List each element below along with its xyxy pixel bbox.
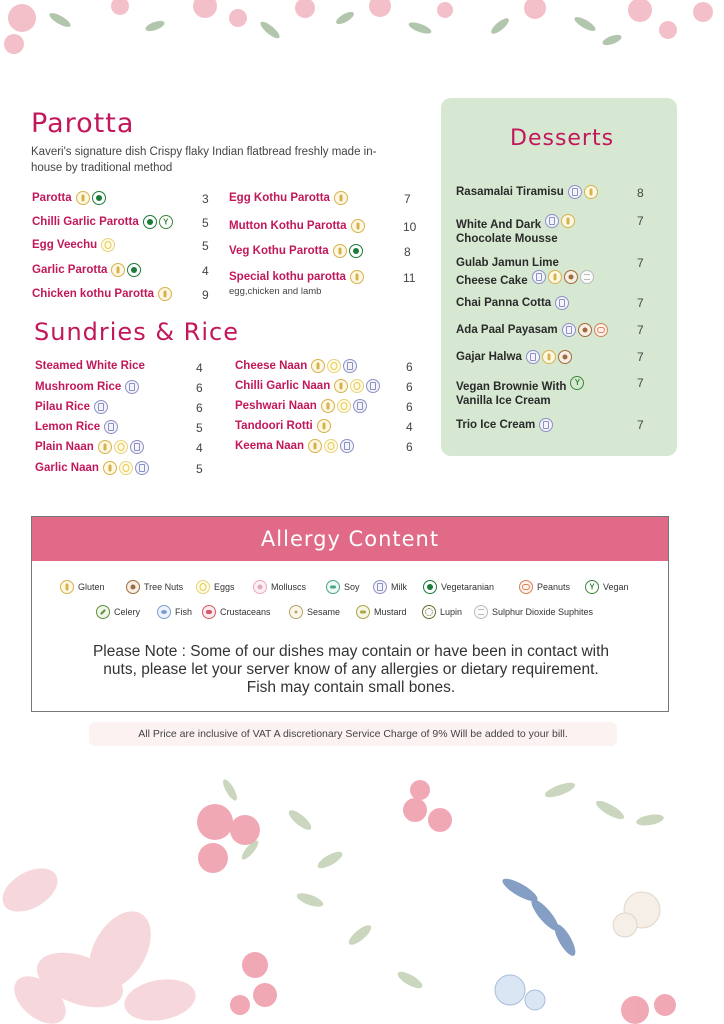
legend-item: [96, 605, 140, 619]
vegetarian-icon: [92, 191, 106, 205]
eggs-icon: [324, 439, 338, 453]
menu-item: [229, 270, 366, 284]
dessert-item-name-line2: Chocolate Mousse: [456, 233, 558, 245]
eggs-icon: [196, 580, 210, 594]
menu-item: [235, 379, 382, 393]
menu-item-price: 6: [406, 440, 413, 454]
gluten-icon: [98, 440, 112, 454]
eggs-icon: [337, 399, 351, 413]
dessert-item-name-line2: Cheese Cake: [456, 275, 528, 287]
vegetarian-icon: [143, 215, 157, 229]
menu-item: [35, 440, 146, 454]
sulphur-dioxide-icon: [580, 270, 594, 284]
gluten-icon: [334, 379, 348, 393]
gluten-icon: [561, 214, 575, 228]
vegetarian-icon: [423, 580, 437, 594]
allergy-note-line: Fish may contain small bones.: [246, 679, 456, 696]
legend-label: Milk: [391, 582, 407, 592]
legend-item: [196, 580, 235, 594]
milk-icon: [343, 359, 357, 373]
dessert-item-name: Trio Ice Cream: [456, 419, 536, 431]
dessert-item: [456, 185, 600, 199]
parotta-section-title: Parotta: [31, 108, 135, 139]
menu-item: [235, 359, 359, 373]
vat-notice: All Price are inclusive of VAT A discretionary Service Charge of 9% Will be added to your bill.: [89, 722, 617, 746]
milk-icon: [373, 580, 387, 594]
menu-item-name: Veg Kothu Parotta: [229, 245, 329, 257]
milk-icon: [125, 380, 139, 394]
gluten-icon: [76, 191, 90, 205]
gluten-icon: [542, 350, 556, 364]
mustard-icon: [356, 605, 370, 619]
peanuts-icon: [594, 323, 608, 337]
fish-icon: [157, 605, 171, 619]
allergy-note-line: nuts, please let your server know of any allergies or dietary requirement.: [103, 661, 599, 678]
legend-item: [126, 580, 183, 594]
menu-item: [32, 287, 174, 301]
gluten-icon: [584, 185, 598, 199]
legend-item: [157, 605, 192, 619]
menu-item-name: Chilli Garlic Parotta: [32, 216, 139, 228]
legend-label: Fish: [175, 607, 193, 617]
menu-item-price: 11: [403, 271, 416, 285]
menu-item-name: Lemon Rice: [35, 421, 101, 433]
menu-item-name: Egg Veechu: [32, 239, 98, 251]
menu-item-name: Pilau Rice: [35, 401, 90, 413]
menu-item-price: 8: [404, 245, 411, 259]
menu-item-name: Chicken kothu Parotta: [32, 288, 155, 300]
vegetarian-icon: [127, 263, 141, 277]
menu-item-name: Plain Naan: [35, 441, 94, 453]
dessert-item: [456, 418, 555, 432]
menu-item-name: Garlic Parotta: [32, 264, 108, 276]
menu-item-price: 5: [196, 462, 203, 476]
legend-item: [202, 605, 271, 619]
dessert-item-name-line2: Vanilla Ice Cream: [456, 395, 551, 407]
gluten-icon: [548, 270, 562, 284]
eggs-icon: [114, 440, 128, 454]
legend-item: [519, 580, 570, 594]
legend-label: Peanuts: [537, 582, 571, 592]
menu-item-name: Steamed White Rice: [35, 360, 145, 372]
dessert-item-price: 7: [637, 296, 644, 310]
legend-label: Crustaceans: [220, 607, 271, 617]
legend-label: Celery: [114, 607, 141, 617]
legend-item: [585, 580, 629, 594]
menu-item-price: 6: [196, 401, 203, 415]
dessert-item-price: 7: [637, 214, 644, 228]
celery-icon: [96, 605, 110, 619]
menu-item: [229, 219, 367, 233]
menu-item-price: 5: [196, 421, 203, 435]
legend-label: Vegan: [603, 582, 629, 592]
dessert-item-price: 7: [637, 256, 644, 270]
menu-item-name: Peshwari Naan: [235, 400, 317, 412]
gluten-icon: [317, 419, 331, 433]
menu-item: [32, 263, 143, 277]
milk-icon: [555, 296, 569, 310]
legend-item: [356, 605, 407, 619]
menu-item-name: Cheese Naan: [235, 360, 308, 372]
tree-nuts-icon: [558, 350, 572, 364]
dessert-item-price: 7: [637, 350, 644, 364]
legend-label: Vegetaranian: [441, 582, 495, 592]
menu-item-price: 4: [196, 441, 203, 455]
sundries-section-title: Sundries & Rice: [34, 318, 239, 346]
menu-item: [229, 244, 365, 258]
dessert-item-name: Vegan Brownie With: [456, 381, 567, 393]
menu-item: [235, 419, 333, 433]
milk-icon: [539, 418, 553, 432]
menu-item: [35, 360, 149, 372]
gluten-icon: [321, 399, 335, 413]
floral-decoration-top: [0, 0, 724, 60]
milk-icon: [340, 439, 354, 453]
dessert-item-price: 7: [637, 376, 644, 390]
menu-item-price: 4: [406, 420, 413, 434]
dessert-item-name: White And Dark: [456, 219, 542, 231]
legend-label: Soy: [344, 582, 360, 592]
milk-icon: [532, 270, 546, 284]
menu-item-name: Mushroom Rice: [35, 381, 122, 393]
menu-item-price: 7: [404, 192, 411, 206]
gluten-icon: [351, 219, 365, 233]
legend-label: Molluscs: [271, 582, 307, 592]
legend-item: [474, 605, 593, 619]
legend-item: [289, 605, 340, 619]
menu-item-price: 6: [406, 360, 413, 374]
allergy-note: [32, 643, 670, 697]
legend-label: Lupin: [440, 607, 463, 617]
dessert-item: [456, 323, 610, 337]
lupin-icon: [422, 605, 436, 619]
menu-item-name: Special kothu parotta: [229, 271, 346, 283]
tree-nuts-icon: [578, 323, 592, 337]
legend-item: [423, 580, 494, 594]
menu-item-price: 5: [202, 216, 209, 230]
sulphur-dioxide-icon: [474, 605, 488, 619]
peanuts-icon: [519, 580, 533, 594]
eggs-icon: [119, 461, 133, 475]
dessert-item: [456, 256, 596, 288]
legend-item: [373, 580, 407, 594]
gluten-icon: [311, 359, 325, 373]
menu-item: [35, 461, 151, 475]
eggs-icon: [327, 359, 341, 373]
dessert-item: [456, 376, 586, 408]
legend-label: Mustard: [374, 607, 407, 617]
gluten-icon: [334, 191, 348, 205]
dessert-item: [456, 350, 574, 364]
menu-item: [35, 420, 120, 434]
milk-icon: [130, 440, 144, 454]
dessert-item-price: 7: [637, 418, 644, 432]
menu-item-price: 10: [403, 220, 417, 234]
gluten-icon: [308, 439, 322, 453]
tree-nuts-icon: [564, 270, 578, 284]
milk-icon: [545, 214, 559, 228]
molluscs-icon: [253, 580, 267, 594]
legend-item: [253, 580, 306, 594]
legend-label: Eggs: [214, 582, 235, 592]
eggs-icon: [101, 238, 115, 252]
menu-item: [235, 399, 369, 413]
vegan-icon: [570, 376, 584, 390]
legend-label: Gluten: [78, 582, 105, 592]
menu-item-name: Mutton Kothu Parotta: [229, 220, 347, 232]
sesame-icon: [289, 605, 303, 619]
menu-item-price: 6: [406, 400, 413, 414]
menu-item-name: Egg Kothu Parotta: [229, 192, 330, 204]
menu-item: [32, 238, 117, 252]
vegetarian-icon: [349, 244, 363, 258]
legend-item: [60, 580, 105, 594]
milk-icon: [353, 399, 367, 413]
tree-nuts-icon: [126, 580, 140, 594]
parotta-description: Kaveri's signature dish Crispy flaky Indian flatbread freshly made in-house by traditional method: [31, 146, 377, 174]
dessert-item-name: Chai Panna Cotta: [456, 297, 552, 309]
milk-icon: [94, 400, 108, 414]
gluten-icon: [111, 263, 125, 277]
allergy-content-title: Allergy Content: [32, 517, 668, 561]
menu-item-name: Chilli Garlic Naan: [235, 380, 331, 392]
menu-item-price: 4: [196, 361, 203, 375]
menu-item-name: Tandoori Rotti: [235, 420, 313, 432]
milk-icon: [366, 379, 380, 393]
menu-item-name: Keema Naan: [235, 440, 305, 452]
eggs-icon: [350, 379, 364, 393]
milk-icon: [104, 420, 118, 434]
milk-icon: [526, 350, 540, 364]
menu-item-price: 3: [202, 192, 209, 206]
menu-item-price: 5: [202, 239, 209, 253]
vegan-icon: [159, 215, 173, 229]
legend-label: Sulphur Dioxide Suphites: [492, 607, 594, 617]
allergy-note-line: Please Note : Some of our dishes may contain or have been in contact with: [92, 643, 610, 660]
milk-icon: [568, 185, 582, 199]
dessert-item-name: Ada Paal Payasam: [456, 324, 558, 336]
gluten-icon: [333, 244, 347, 258]
legend-label: Sesame: [307, 607, 341, 617]
soy-icon: [326, 580, 340, 594]
legend-item: [326, 580, 360, 594]
dessert-item-name: Rasamalai Tiramisu: [456, 186, 564, 198]
legend-label: Tree Nuts: [144, 582, 184, 592]
dessert-item: [456, 214, 577, 246]
gluten-icon: [350, 270, 364, 284]
dessert-item-name: Gajar Halwa: [456, 351, 522, 363]
menu-item-price: 6: [196, 381, 203, 395]
milk-icon: [562, 323, 576, 337]
allergy-content-box: [31, 516, 669, 712]
vegan-icon: [585, 580, 599, 594]
menu-item: [229, 191, 350, 205]
floral-decoration-bottom: [0, 750, 724, 1024]
gluten-icon: [60, 580, 74, 594]
crustaceans-icon: [202, 605, 216, 619]
dessert-item-name: Gulab Jamun Lime: [456, 257, 559, 269]
gluten-icon: [103, 461, 117, 475]
menu-item-price: 6: [406, 380, 413, 394]
dessert-item-price: 7: [637, 323, 644, 337]
milk-icon: [135, 461, 149, 475]
desserts-panel: [441, 98, 677, 456]
desserts-section-title: Desserts: [510, 126, 615, 151]
menu-item-price: 9: [202, 288, 209, 302]
menu-item: [35, 380, 141, 394]
menu-item: [32, 215, 175, 229]
gluten-icon: [158, 287, 172, 301]
menu-item: [32, 191, 108, 205]
dessert-item: [456, 296, 571, 310]
menu-item-price: 4: [202, 264, 209, 278]
dessert-item-price: 8: [637, 186, 644, 200]
menu-item-note: egg,chicken and lamb: [229, 286, 322, 297]
legend-item: [422, 605, 462, 619]
menu-item: [235, 439, 356, 453]
menu-item-name: Garlic Naan: [35, 462, 99, 474]
menu-item: [35, 400, 110, 414]
menu-item-name: Parotta: [32, 192, 72, 204]
